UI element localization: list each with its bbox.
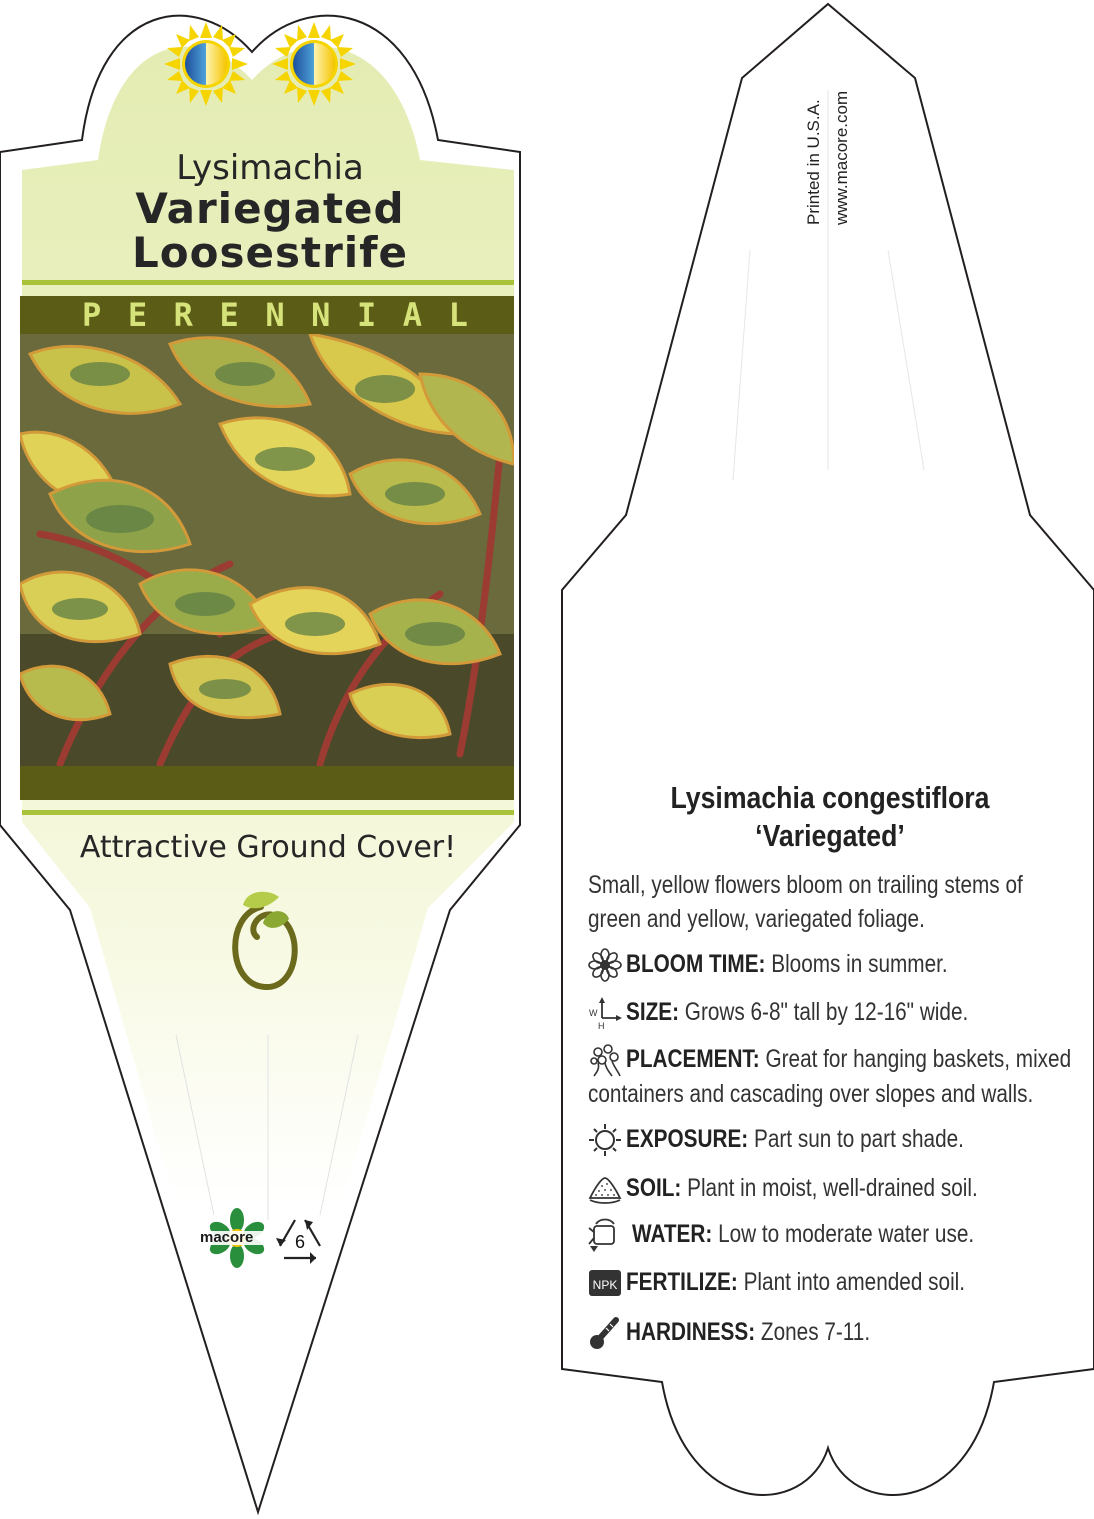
category-letter: P — [82, 296, 102, 334]
category-letter: R — [173, 296, 193, 334]
category-letter: A — [402, 296, 423, 334]
watering-can-icon — [588, 1218, 622, 1252]
category-letter: E — [219, 296, 239, 334]
fertilize-label: FERTILIZE: — [626, 1268, 738, 1296]
size-icon-h: H — [598, 1021, 605, 1030]
cultivar-name: ‘Variegated’ — [755, 818, 905, 853]
placement-label: PLACEMENT: — [626, 1045, 760, 1073]
category-label — [20, 296, 514, 334]
hardiness-value: Zones 7-11. — [755, 1318, 871, 1346]
category-banner — [20, 296, 514, 334]
exposure-label: EXPOSURE: — [626, 1125, 749, 1153]
category-letter: E — [127, 296, 148, 334]
brand-name: macore — [200, 1229, 254, 1246]
category-letter: I — [356, 296, 377, 334]
sun-outline-icon — [588, 1123, 622, 1157]
botanical-name: Lysimachia congestiflora — [670, 780, 990, 815]
size-icon-w: W — [589, 1008, 598, 1018]
tagline: Attractive Ground Cover! — [79, 830, 457, 865]
npk-icon-text: NPK — [592, 1278, 618, 1292]
soil-row — [588, 1172, 1050, 1212]
accent-rule-bottom — [22, 810, 514, 815]
soil-label: SOIL: — [626, 1174, 682, 1202]
fertilizer-bag-icon — [588, 1266, 622, 1300]
placement-value: Great for hanging baskets, mixed — [759, 1045, 1072, 1073]
bloom-time-value: Blooms in summer. — [765, 950, 948, 978]
placement-row — [588, 1043, 1094, 1083]
fertilize-value: Plant into amended soil. — [737, 1268, 966, 1296]
description — [588, 868, 1023, 936]
size-value: Grows 6-8" tall by 12-16" wide. — [679, 998, 969, 1026]
exposure-value: Part sun to part shade. — [748, 1125, 964, 1153]
placement-continued: containers and cascading over slopes and walls. — [588, 1080, 1034, 1108]
recycle-number: 6 — [294, 1232, 305, 1252]
plant-photo — [20, 334, 514, 766]
water-label: WATER: — [632, 1220, 713, 1248]
exposure-row — [588, 1123, 1033, 1163]
sun-part-shade-icon — [164, 22, 248, 106]
size-arrows-icon — [588, 996, 622, 1030]
hardiness-row — [588, 1316, 920, 1356]
soil-value: Plant in moist, well-drained soil. — [681, 1174, 978, 1202]
thermometer-icon — [588, 1316, 622, 1350]
sun-part-shade-icon — [272, 22, 356, 106]
photo-bottom-bar — [20, 766, 514, 800]
water-value: Low to moderate water use. — [712, 1220, 975, 1248]
description-line: Small, yellow flowers bloom on trailing stems of — [588, 871, 1023, 899]
bloom-time-row — [588, 948, 1014, 988]
hardiness-label: HARDINESS: — [626, 1318, 756, 1346]
common-name-line1: Variegated — [135, 184, 405, 233]
category-letter: L — [448, 296, 468, 334]
genus-name: Lysimachia — [176, 148, 364, 188]
description-line: green and yellow, variegated foliage. — [588, 905, 925, 933]
water-row — [588, 1218, 1044, 1258]
plants-icon — [588, 1043, 622, 1077]
website: www.macore.com — [832, 90, 851, 225]
flower-icon — [588, 948, 622, 982]
category-letter: N — [265, 296, 285, 334]
printed-in: Printed in U.S.A. — [804, 99, 823, 225]
bloom-time-label: BLOOM TIME: — [626, 950, 766, 978]
size-label: SIZE: — [626, 998, 680, 1026]
accent-rule-top — [22, 280, 514, 285]
soil-pile-icon — [588, 1172, 622, 1206]
common-name-line2: Loosestrife — [132, 228, 408, 277]
category-letter: N — [311, 296, 331, 334]
size-row — [588, 996, 1038, 1036]
fertilize-row — [588, 1266, 1035, 1306]
